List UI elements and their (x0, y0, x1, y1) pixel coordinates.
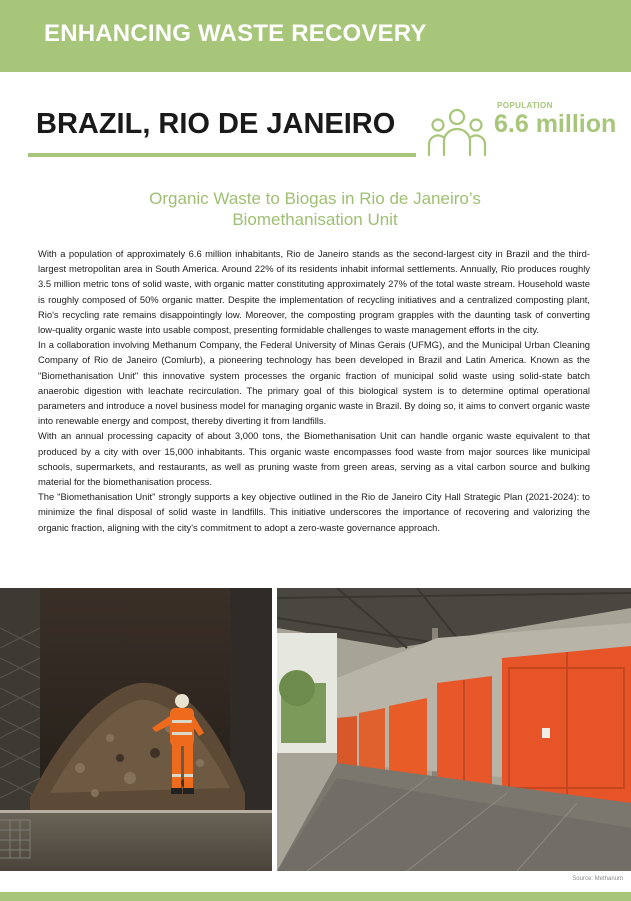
photo-source-credit: Source: Methanum (572, 876, 623, 882)
header-band (0, 0, 631, 72)
population-value: 6.6 million (494, 110, 617, 138)
body-paragraph: In a collaboration involving Methanum Company, the Federal University of Minas Gerais (UFMG), and the Municipal Urban Cleaning Company of Rio de Janeiro (Comlurb), a pioneering technology has been developed in Brazil and Latin America. Known as the "Biomethanisation Unit" this innovative system processes the organic fraction of municipal solid waste using solid-state batch anaerobic digestion with leachate recirculation. The primary goal of this biological system is to determine optimal operational parameters and introduce a novel business model for managing organic waste in Brazil. By doing so, it aims to convert organic waste into renewable energy and compost, thereby diverting it from landfills. (38, 339, 590, 427)
waste-pile-illustration (0, 588, 272, 871)
subtitle-line-2: Biomethanisation Unit (232, 210, 398, 229)
body-paragraph: The "Biomethanisation Unit" strongly supports a key objective outlined in the Rio de Janeiro City Hall Strategic Plan (2021-2024): to minimize the final disposal of solid waste in landfills. This initiative underscores the importance of recovering and valorizing the organic fraction, aligning with the city's commitment to adopt a zero-waste governance approach. (38, 491, 590, 533)
article-body (38, 246, 590, 535)
article-subtitle (60, 188, 570, 230)
footer-band (0, 892, 631, 901)
location-title: BRAZIL, RIO DE JANEIRO (36, 108, 396, 140)
body-paragraph: With an annual processing capacity of about 3,000 tons, the Biomethanisation Unit can handle organic waste equivalent to that produced by a city with over 15,000 inhabitants. This organic waste encompasses food waste from major sources like municipal schools, supermarkets, and restaurants, as well as pruning waste from green areas, serving as a vital carbon source and bulking material for the biomethanisation process. (38, 430, 590, 488)
digester-building-illustration (277, 588, 631, 871)
body-paragraph: With a population of approximately 6.6 million inhabitants, Rio de Janeiro stands as the second-largest city in Brazil and the third-largest metropolitan area in South America. Around 22% of its residents inhabit informal settlements. Annually, Rio produces roughly 3.5 million metric tons of solid waste, with organic matter constituting approximately 27% of the total waste stream. Household waste is roughly composed of 50% organic matter. Despite the implementation of recycling initiatives and a centralized composting plant, Rio's recycling rate remains disappointingly low. Moreover, the composting program grapples with the daunting task of converting low-quality organic waste into usable compost, presenting formidable challenges to waste management efforts in the city. (38, 248, 590, 336)
title-underline (28, 153, 416, 157)
photo-worker-waste-pile (0, 588, 272, 871)
population-label: POPULATION (497, 101, 553, 110)
subtitle-line-1: Organic Waste to Biogas in Rio de Janeiro’s (149, 189, 481, 208)
people-group-icon (427, 105, 487, 157)
header-title: ENHANCING WASTE RECOVERY (44, 20, 427, 47)
photo-biomethanisation-unit (277, 588, 631, 871)
